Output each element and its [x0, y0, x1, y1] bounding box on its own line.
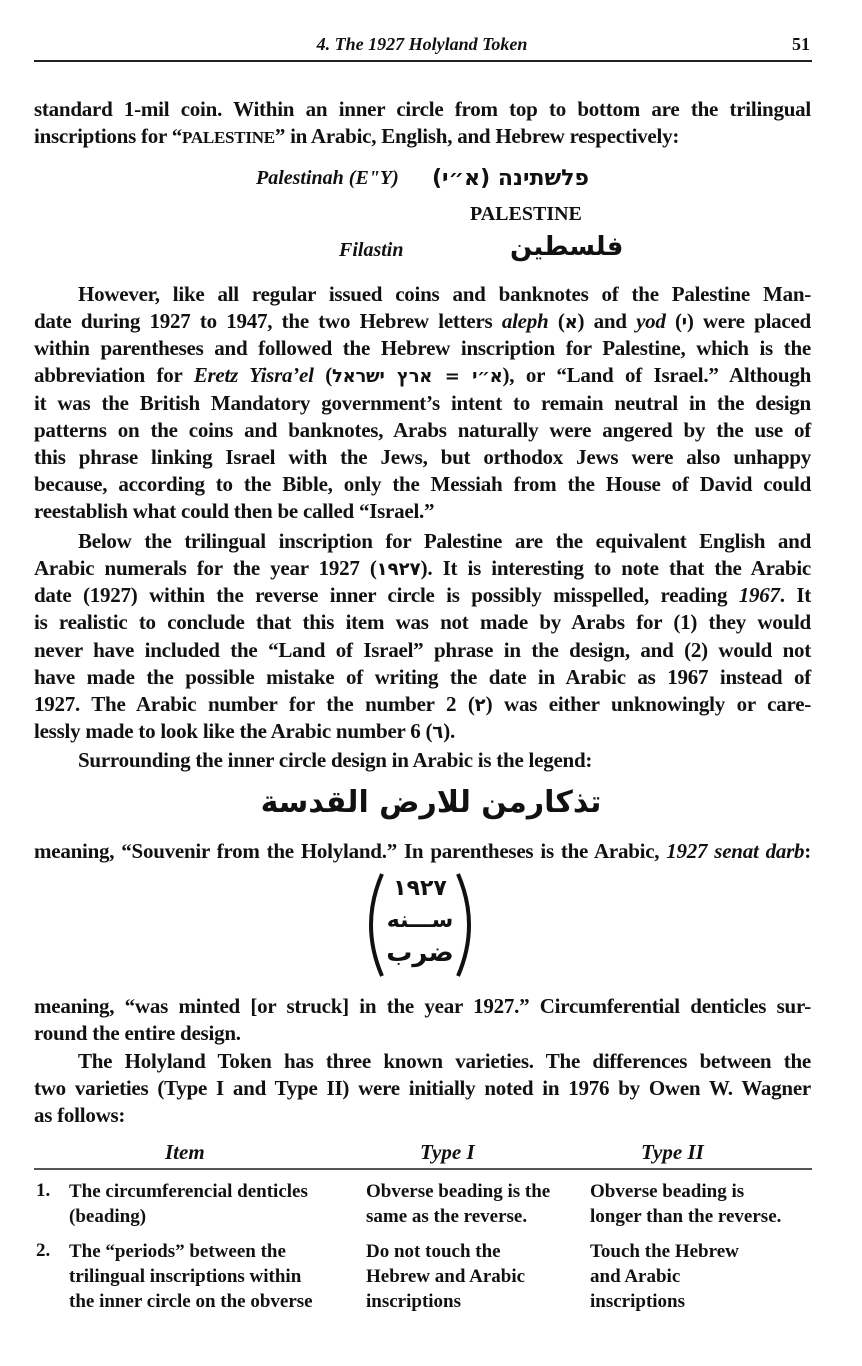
text-span: inscriptions for “ — [34, 124, 182, 148]
cell-type1-line: same as the reverse. — [366, 1206, 528, 1227]
english-inscription: PALESTINE — [470, 203, 582, 225]
text-span: ). It is interesting to note that the Arabic — [420, 556, 811, 580]
italic-term: 1927 senat darb — [666, 839, 805, 863]
text-line — [34, 718, 811, 746]
text-line: Surrounding the inner circle design in Arabic is the legend: — [78, 748, 593, 772]
text-line — [34, 123, 811, 151]
arabic-darb: ضرب — [386, 938, 454, 968]
cell-item-line: The “periods” between the — [69, 1241, 286, 1262]
text-line — [34, 838, 811, 865]
text-span: lessly made to look like the Arabic number 6 ( — [34, 719, 433, 743]
text-line: as follows: — [34, 1103, 126, 1127]
text-span: ( — [548, 309, 565, 333]
text-line: because, according to the Bible, only the Messiah from the House of David could — [34, 472, 811, 496]
arabic-numeral: ١٩٢٧ — [376, 559, 421, 580]
parenthetical-inscription — [360, 870, 480, 980]
cell-type1-line: Do not touch the — [366, 1241, 501, 1262]
text-line: round the entire design. — [34, 1021, 241, 1045]
arabic-inscription: فلسطين — [510, 232, 624, 262]
small-caps-word: PALESTINE — [181, 128, 275, 147]
column-header-type-i: Type I — [420, 1140, 475, 1164]
chapter-title: 4. The 1927 Holyland Token — [316, 34, 528, 54]
text-span: Arabic numerals for the year 1927 ( — [34, 556, 377, 580]
text-line — [34, 691, 811, 719]
arabic-year: ١٩٢٧ — [393, 876, 447, 901]
text-span: ) and — [577, 309, 637, 333]
text-line: However, like all regular issued coins and banknotes of the Palestine Man- — [78, 282, 811, 306]
text-span: date during 1927 to 1947, the two Hebrew letters — [34, 309, 502, 333]
text-span: ” in Arabic, English, and Hebrew respectively: — [274, 124, 680, 148]
column-header-type-ii: Type II — [641, 1140, 704, 1164]
text-line: meaning, “was minted [or struck] in the year 1927.” Circumferential denticles sur- — [34, 994, 811, 1018]
text-line: patterns on the coins and banknotes, Arabs naturally were angered by the use of — [34, 418, 811, 442]
text-span: ) were placed — [686, 309, 811, 333]
cell-type2-line: Touch the Hebrew — [590, 1241, 739, 1262]
cell-type2-line: Obverse beading is — [590, 1181, 745, 1202]
text-line: reestablish what could then be called “Israel.” — [34, 499, 435, 523]
cell-item-line: The circumferencial denticles — [69, 1181, 308, 1202]
text-line: is realistic to conclude that this item was not made by Arabs for (1) they would — [34, 610, 811, 634]
cell-item-line: trilingual inscriptions within — [69, 1266, 302, 1287]
arabic-numeral: ٢ — [474, 695, 486, 716]
text-span: . It — [779, 583, 811, 607]
italic-term: aleph — [501, 309, 549, 333]
hebrew-phrase: א״י = ארץ ישראל — [331, 366, 503, 387]
italic-term: yod — [636, 309, 666, 333]
row-number: 1. — [36, 1180, 51, 1201]
text-span: abbreviation for — [34, 363, 194, 387]
running-head — [34, 34, 810, 58]
italic-term: Eretz Yisra’el — [193, 363, 314, 387]
hebrew-transliteration: Palestinah (E"Y) — [256, 167, 399, 189]
arabic-transliteration: Filastin — [339, 239, 404, 261]
header-rule — [34, 60, 812, 62]
text-line: it was the British Mandatory government’s intent to remain neutral in the design — [34, 391, 811, 415]
cell-item-line: (beading) — [69, 1206, 147, 1227]
row-number: 2. — [36, 1240, 51, 1261]
text-span: ( — [665, 309, 682, 333]
text-line: this phrase linking Israel with the Jews, but orthodox Jews were also unhappy — [34, 445, 811, 469]
text-span: 1927. The Arabic number for the number 2 ( — [34, 692, 475, 716]
cell-type1-line: Obverse beading is the — [366, 1181, 551, 1202]
text-line: two varieties (Type I and Type II) were initially noted in 1976 by Owen W. Wagner — [34, 1076, 811, 1100]
text-line — [34, 555, 811, 583]
text-line: standard 1-mil coin. Within an inner circle from top to bottom are the trilingual — [34, 97, 811, 121]
column-header-item: Item — [165, 1140, 205, 1164]
hebrew-inscription: פלשתינה (א״י) — [432, 166, 589, 191]
text-line — [34, 362, 811, 390]
hebrew-glyph: א — [564, 312, 578, 333]
text-span: date (1927) within the reverse inner circle is possibly misspelled, reading — [34, 583, 739, 607]
text-span: ), or “Land of Israel.” Although — [502, 363, 812, 387]
text-line — [34, 308, 811, 336]
text-span: ). — [443, 719, 455, 743]
cell-type2-line: and Arabic — [590, 1266, 681, 1287]
text-line: within parentheses and followed the Hebrew inscription for Palestine, which is the — [34, 336, 811, 360]
cell-item-line: the inner circle on the obverse — [69, 1291, 313, 1312]
cell-type1-line: inscriptions — [366, 1291, 462, 1312]
arabic-legend: تذكارمن للارض القدسة — [260, 785, 602, 820]
text-line — [34, 582, 811, 609]
text-span: ) was either unknowingly or care- — [485, 692, 812, 716]
cell-type2-line: inscriptions — [590, 1291, 686, 1312]
italic-term: 1967 — [738, 583, 780, 607]
text-span: meaning, “Souvenir from the Holyland.” In parentheses is the Arabic, — [34, 839, 667, 863]
table-header-rule — [34, 1168, 812, 1170]
text-span: : — [804, 839, 811, 863]
text-line: never have included the “Land of Israel” phrase in the design, and (2) would not — [34, 638, 811, 662]
text-line: The Holyland Token has three known varieties. The differences between the — [78, 1049, 811, 1073]
arabic-numeral: ٦ — [432, 722, 444, 743]
text-line: have made the possible mistake of writing the date in Arabic as 1967 instead of — [34, 665, 811, 689]
cell-type1-line: Hebrew and Arabic — [366, 1266, 526, 1287]
page-number: 51 — [792, 34, 810, 54]
text-span: ( — [313, 363, 332, 387]
hebrew-glyph: י — [681, 312, 687, 333]
text-line: Below the trilingual inscription for Palestine are the equivalent English and — [78, 529, 811, 553]
arabic-senat: ســـنه — [386, 908, 454, 933]
cell-type2-line: longer than the reverse. — [590, 1206, 782, 1227]
